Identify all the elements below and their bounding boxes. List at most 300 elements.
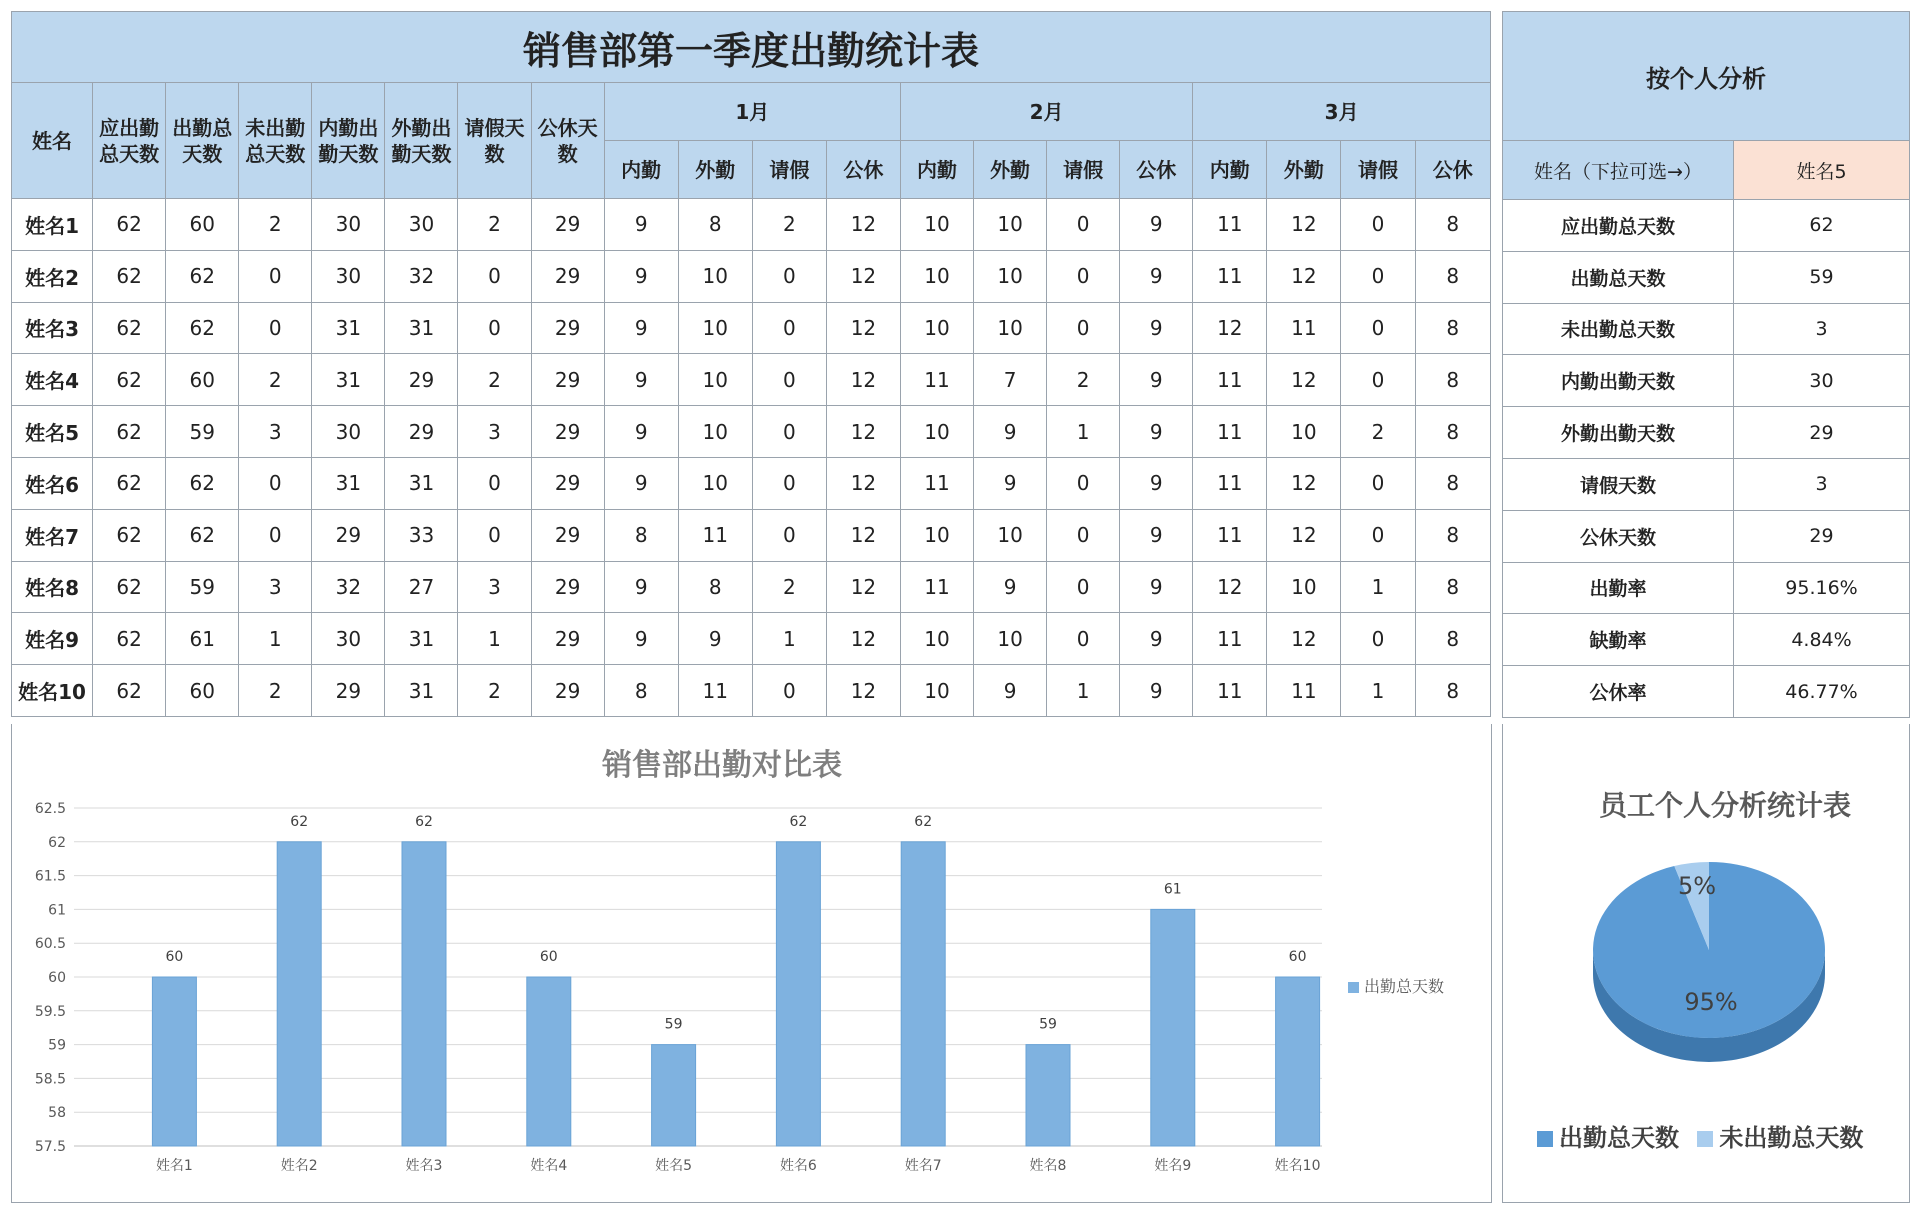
table-cell[interactable]: 11 xyxy=(1193,457,1267,509)
pie-chart-panel xyxy=(1502,724,1910,1203)
table-cell[interactable]: 0 xyxy=(1047,561,1120,613)
analysis-value: 3 xyxy=(1734,303,1910,355)
row-name-cell[interactable]: 姓名8 xyxy=(12,561,93,613)
analysis-row xyxy=(1503,200,1910,252)
table-cell[interactable]: 11 xyxy=(678,665,752,717)
table-row xyxy=(12,613,1491,665)
pie-chart-title: 员工个人分析统计表 xyxy=(1599,789,1852,822)
y-tick-label: 61.5 xyxy=(34,868,66,885)
table-cell[interactable]: 31 xyxy=(385,613,458,665)
table-cell[interactable]: 9 xyxy=(1120,509,1193,561)
table-cell[interactable]: 31 xyxy=(385,302,458,354)
table-cell[interactable]: 30 xyxy=(312,199,385,251)
bar xyxy=(402,842,446,1146)
table-cell[interactable]: 9 xyxy=(974,406,1047,458)
table-cell[interactable]: 9 xyxy=(974,457,1047,509)
table-cell[interactable]: 12 xyxy=(1267,354,1341,406)
y-tick-label: 58 xyxy=(48,1105,66,1122)
table-cell[interactable]: 0 xyxy=(752,250,826,302)
table-cell[interactable]: 0 xyxy=(1047,302,1120,354)
table-cell[interactable]: 29 xyxy=(531,199,604,251)
table-cell[interactable]: 27 xyxy=(385,561,458,613)
sub-header-leave: 请假 xyxy=(1047,141,1120,199)
header-leave-days: 请假天数 xyxy=(458,83,531,199)
table-cell[interactable]: 62 xyxy=(166,509,239,561)
table-cell[interactable]: 12 xyxy=(1267,613,1341,665)
analysis-value: 62 xyxy=(1734,200,1910,252)
analysis-value: 95.16% xyxy=(1734,562,1910,614)
table-cell[interactable]: 29 xyxy=(312,665,385,717)
table-cell[interactable]: 12 xyxy=(1267,250,1341,302)
name-select-dropdown[interactable]: 姓名5 xyxy=(1734,141,1910,200)
row-name-cell[interactable]: 姓名10 xyxy=(12,665,93,717)
table-cell[interactable]: 0 xyxy=(1341,250,1415,302)
x-tick-label: 姓名1 xyxy=(155,1158,193,1174)
analysis-table xyxy=(1502,11,1910,718)
analysis-row xyxy=(1503,303,1910,355)
table-cell[interactable]: 62 xyxy=(166,457,239,509)
table-cell[interactable]: 9 xyxy=(1120,250,1193,302)
analysis-value: 29 xyxy=(1734,407,1910,459)
data-label: 59 xyxy=(664,1016,683,1033)
table-cell[interactable]: 12 xyxy=(1267,509,1341,561)
table-cell[interactable]: 1 xyxy=(1047,665,1120,717)
table-cell[interactable]: 9 xyxy=(974,665,1047,717)
table-cell[interactable]: 9 xyxy=(604,250,678,302)
table-cell[interactable]: 1 xyxy=(239,613,312,665)
analysis-row xyxy=(1503,251,1910,303)
table-cell[interactable]: 12 xyxy=(1267,457,1341,509)
analysis-body xyxy=(1503,200,1910,718)
name-select-label: 姓名（下拉可选→） xyxy=(1503,141,1734,200)
header-month-1: 1月 xyxy=(604,83,900,141)
analysis-value: 4.84% xyxy=(1734,614,1910,666)
table-cell[interactable]: 8 xyxy=(1415,509,1491,561)
table-cell[interactable]: 0 xyxy=(1047,613,1120,665)
table-cell[interactable]: 11 xyxy=(1193,665,1267,717)
table-row xyxy=(12,302,1491,354)
table-cell[interactable]: 60 xyxy=(166,199,239,251)
table-cell[interactable]: 29 xyxy=(531,561,604,613)
table-cell[interactable]: 62 xyxy=(166,250,239,302)
row-name-cell[interactable]: 姓名5 xyxy=(12,406,93,458)
table-cell[interactable]: 8 xyxy=(678,561,752,613)
table-cell[interactable]: 10 xyxy=(678,354,752,406)
row-name-cell[interactable]: 姓名3 xyxy=(12,302,93,354)
x-tick-label: 姓名8 xyxy=(1029,1158,1067,1174)
bar xyxy=(152,977,196,1146)
table-cell[interactable]: 9 xyxy=(1120,561,1193,613)
table-cell[interactable]: 8 xyxy=(604,665,678,717)
table-row xyxy=(12,457,1491,509)
table-cell[interactable]: 0 xyxy=(458,250,531,302)
table-cell[interactable]: 0 xyxy=(458,302,531,354)
table-cell[interactable]: 0 xyxy=(1341,199,1415,251)
y-tick-label: 59 xyxy=(48,1037,66,1054)
table-cell[interactable]: 0 xyxy=(752,457,826,509)
attendance-table xyxy=(11,11,1491,717)
table-cell[interactable]: 8 xyxy=(678,199,752,251)
row-name-cell[interactable]: 姓名1 xyxy=(12,199,93,251)
table-cell[interactable]: 12 xyxy=(826,354,900,406)
table-cell[interactable]: 0 xyxy=(1341,354,1415,406)
table-cell[interactable]: 0 xyxy=(1341,509,1415,561)
table-cell[interactable]: 11 xyxy=(1267,665,1341,717)
y-tick-label: 59.5 xyxy=(34,1003,66,1020)
bar-chart-title: 销售部出勤对比表 xyxy=(602,748,842,783)
analysis-row xyxy=(1503,355,1910,407)
table-cell[interactable]: 3 xyxy=(458,561,531,613)
table-cell[interactable]: 9 xyxy=(1120,406,1193,458)
table-cell[interactable]: 31 xyxy=(312,302,385,354)
table-cell[interactable]: 9 xyxy=(974,561,1047,613)
x-tick-label: 姓名10 xyxy=(1274,1158,1321,1174)
table-cell[interactable]: 10 xyxy=(900,665,973,717)
table-cell[interactable]: 1 xyxy=(1047,406,1120,458)
table-row xyxy=(12,250,1491,302)
table-body xyxy=(12,199,1491,717)
table-cell[interactable]: 9 xyxy=(1120,199,1193,251)
table-cell[interactable]: 31 xyxy=(385,665,458,717)
attendance-table-container xyxy=(11,11,1491,717)
table-cell[interactable]: 0 xyxy=(1047,199,1120,251)
sub-header-outside: 外勤 xyxy=(1267,141,1341,199)
table-cell[interactable]: 62 xyxy=(93,613,166,665)
sub-header-leave: 请假 xyxy=(752,141,826,199)
table-cell[interactable]: 11 xyxy=(900,561,973,613)
table-cell[interactable]: 10 xyxy=(900,302,973,354)
analysis-value: 59 xyxy=(1734,251,1910,303)
table-cell[interactable]: 2 xyxy=(239,354,312,406)
table-cell[interactable]: 2 xyxy=(1341,406,1415,458)
table-cell[interactable]: 10 xyxy=(974,302,1047,354)
analysis-title: 按个人分析 xyxy=(1503,12,1910,141)
table-cell[interactable]: 9 xyxy=(604,613,678,665)
table-row xyxy=(12,199,1491,251)
table-cell[interactable]: 11 xyxy=(1193,354,1267,406)
table-cell[interactable]: 12 xyxy=(826,509,900,561)
table-cell[interactable]: 29 xyxy=(385,354,458,406)
table-cell[interactable]: 9 xyxy=(1120,457,1193,509)
analysis-value: 3 xyxy=(1734,458,1910,510)
row-name-cell[interactable]: 姓名2 xyxy=(12,250,93,302)
table-cell[interactable]: 0 xyxy=(752,302,826,354)
analysis-label: 未出勤总天数 xyxy=(1503,303,1734,355)
table-cell[interactable]: 2 xyxy=(752,199,826,251)
analysis-label: 内勤出勤天数 xyxy=(1503,355,1734,407)
table-cell[interactable]: 0 xyxy=(239,509,312,561)
analysis-label: 应出勤总天数 xyxy=(1503,200,1734,252)
table-cell[interactable]: 2 xyxy=(239,665,312,717)
table-cell[interactable]: 10 xyxy=(678,406,752,458)
table-cell[interactable]: 12 xyxy=(1267,199,1341,251)
bar-chart xyxy=(12,724,1491,1202)
table-cell[interactable]: 9 xyxy=(604,302,678,354)
table-cell[interactable]: 10 xyxy=(974,250,1047,302)
sub-header-leave: 请假 xyxy=(1341,141,1415,199)
table-cell[interactable]: 33 xyxy=(385,509,458,561)
table-cell[interactable]: 59 xyxy=(166,406,239,458)
table-cell[interactable]: 29 xyxy=(531,509,604,561)
bar-chart-panel xyxy=(11,724,1492,1203)
header-total-days: 出勤总天数 xyxy=(166,83,239,199)
table-cell[interactable]: 29 xyxy=(312,509,385,561)
table-cell[interactable]: 29 xyxy=(531,665,604,717)
table-cell[interactable]: 29 xyxy=(385,406,458,458)
table-cell[interactable]: 62 xyxy=(93,665,166,717)
table-cell[interactable]: 61 xyxy=(166,613,239,665)
legend-swatch xyxy=(1348,982,1359,993)
table-cell[interactable]: 30 xyxy=(312,613,385,665)
table-cell[interactable]: 0 xyxy=(1341,613,1415,665)
analysis-label: 公休天数 xyxy=(1503,510,1734,562)
table-cell[interactable]: 62 xyxy=(93,561,166,613)
table-cell[interactable]: 0 xyxy=(1341,302,1415,354)
table-cell[interactable]: 8 xyxy=(1415,406,1491,458)
table-cell[interactable]: 10 xyxy=(1267,406,1341,458)
header-inside-days: 内勤出勤天数 xyxy=(312,83,385,199)
table-cell[interactable]: 2 xyxy=(458,665,531,717)
header-month-3: 3月 xyxy=(1193,83,1491,141)
table-cell[interactable]: 11 xyxy=(1267,302,1341,354)
analysis-label: 请假天数 xyxy=(1503,458,1734,510)
table-cell[interactable]: 29 xyxy=(531,302,604,354)
y-tick-label: 62.5 xyxy=(34,801,66,817)
data-label: 59 xyxy=(1039,1016,1057,1033)
table-cell[interactable]: 9 xyxy=(604,406,678,458)
table-cell[interactable]: 8 xyxy=(604,509,678,561)
table-cell[interactable]: 11 xyxy=(900,354,973,406)
bar xyxy=(1026,1045,1070,1146)
table-cell[interactable]: 0 xyxy=(752,665,826,717)
table-cell[interactable]: 9 xyxy=(678,613,752,665)
data-label: 62 xyxy=(290,813,309,830)
bar xyxy=(277,842,321,1146)
table-cell[interactable]: 31 xyxy=(312,457,385,509)
table-cell[interactable]: 10 xyxy=(678,457,752,509)
table-cell[interactable]: 1 xyxy=(458,613,531,665)
table-cell[interactable]: 10 xyxy=(678,302,752,354)
table-cell[interactable]: 11 xyxy=(1193,406,1267,458)
table-cell[interactable]: 12 xyxy=(826,199,900,251)
table-cell[interactable]: 29 xyxy=(531,354,604,406)
table-cell[interactable]: 9 xyxy=(1120,354,1193,406)
table-cell[interactable]: 2 xyxy=(458,199,531,251)
table-cell[interactable]: 3 xyxy=(239,406,312,458)
table-cell[interactable]: 11 xyxy=(1193,199,1267,251)
table-cell[interactable]: 0 xyxy=(752,509,826,561)
table-cell[interactable]: 10 xyxy=(900,406,973,458)
table-cell[interactable]: 12 xyxy=(826,665,900,717)
table-cell[interactable]: 10 xyxy=(900,509,973,561)
table-cell[interactable]: 8 xyxy=(1415,302,1491,354)
analysis-value: 46.77% xyxy=(1734,666,1910,718)
table-cell[interactable]: 10 xyxy=(900,613,973,665)
table-cell[interactable]: 29 xyxy=(531,457,604,509)
table-cell[interactable]: 8 xyxy=(1415,665,1491,717)
x-tick-label: 姓名5 xyxy=(655,1158,693,1174)
sub-header-inside: 内勤 xyxy=(604,141,678,199)
table-cell[interactable]: 2 xyxy=(239,199,312,251)
header-outside-days: 外勤出勤天数 xyxy=(385,83,458,199)
table-cell[interactable]: 9 xyxy=(604,457,678,509)
header-holiday-days: 公休天数 xyxy=(531,83,604,199)
header-month-2: 2月 xyxy=(900,83,1192,141)
table-row xyxy=(12,509,1491,561)
table-cell[interactable]: 10 xyxy=(1267,561,1341,613)
table-cell[interactable]: 62 xyxy=(93,354,166,406)
table-cell[interactable]: 30 xyxy=(385,199,458,251)
table-cell[interactable]: 9 xyxy=(1120,613,1193,665)
table-cell[interactable]: 0 xyxy=(239,250,312,302)
row-name-cell[interactable]: 姓名7 xyxy=(12,509,93,561)
data-label: 60 xyxy=(165,949,184,965)
table-cell[interactable]: 59 xyxy=(166,561,239,613)
table-cell[interactable]: 12 xyxy=(826,302,900,354)
table-cell[interactable]: 31 xyxy=(385,457,458,509)
table-cell[interactable]: 2 xyxy=(752,561,826,613)
table-cell[interactable]: 62 xyxy=(166,302,239,354)
table-cell[interactable]: 8 xyxy=(1415,613,1491,665)
table-cell[interactable]: 3 xyxy=(239,561,312,613)
sheet-title: 销售部第一季度出勤统计表 xyxy=(12,12,1491,83)
analysis-row xyxy=(1503,407,1910,459)
legend-label-absent: 未出勤总天数 xyxy=(1719,1124,1864,1152)
table-cell[interactable]: 62 xyxy=(93,199,166,251)
table-cell[interactable]: 0 xyxy=(1047,457,1120,509)
table-cell[interactable]: 8 xyxy=(1415,561,1491,613)
bar xyxy=(652,1045,696,1146)
table-cell[interactable]: 30 xyxy=(312,406,385,458)
table-cell[interactable]: 10 xyxy=(974,613,1047,665)
table-cell[interactable]: 29 xyxy=(531,613,604,665)
table-cell[interactable]: 60 xyxy=(166,354,239,406)
table-cell[interactable]: 12 xyxy=(826,561,900,613)
table-cell[interactable]: 62 xyxy=(93,509,166,561)
data-label: 62 xyxy=(789,813,808,830)
x-tick-label: 姓名3 xyxy=(405,1158,443,1174)
table-cell[interactable]: 1 xyxy=(752,613,826,665)
table-cell[interactable]: 0 xyxy=(1341,457,1415,509)
y-tick-label: 60 xyxy=(48,970,66,986)
table-cell[interactable]: 10 xyxy=(974,509,1047,561)
table-cell[interactable]: 0 xyxy=(1047,509,1120,561)
table-cell[interactable]: 9 xyxy=(1120,665,1193,717)
table-cell[interactable]: 32 xyxy=(312,561,385,613)
bar xyxy=(1276,977,1320,1146)
table-cell[interactable]: 12 xyxy=(826,457,900,509)
analysis-label: 公休率 xyxy=(1503,666,1734,718)
table-cell[interactable]: 0 xyxy=(458,457,531,509)
analysis-label: 外勤出勤天数 xyxy=(1503,407,1734,459)
table-cell[interactable]: 0 xyxy=(239,457,312,509)
table-cell[interactable]: 29 xyxy=(531,406,604,458)
sub-header-inside: 内勤 xyxy=(1193,141,1267,199)
row-name-cell[interactable]: 姓名4 xyxy=(12,354,93,406)
table-cell[interactable]: 9 xyxy=(1120,302,1193,354)
table-cell[interactable]: 9 xyxy=(604,199,678,251)
table-cell[interactable]: 8 xyxy=(1415,457,1491,509)
table-cell[interactable]: 8 xyxy=(1415,250,1491,302)
table-cell[interactable]: 11 xyxy=(1193,509,1267,561)
table-cell[interactable]: 62 xyxy=(93,406,166,458)
bar-chart-legend xyxy=(1348,974,1444,997)
table-cell[interactable]: 0 xyxy=(752,406,826,458)
table-cell[interactable]: 8 xyxy=(1415,354,1491,406)
table-cell[interactable]: 12 xyxy=(826,406,900,458)
analysis-label: 缺勤率 xyxy=(1503,614,1734,666)
table-cell[interactable]: 3 xyxy=(458,406,531,458)
table-cell[interactable]: 12 xyxy=(1193,561,1267,613)
table-cell[interactable]: 0 xyxy=(752,354,826,406)
table-cell[interactable]: 2 xyxy=(458,354,531,406)
analysis-row xyxy=(1503,510,1910,562)
x-tick-label: 姓名4 xyxy=(530,1158,568,1174)
row-name-cell[interactable]: 姓名6 xyxy=(12,457,93,509)
table-cell[interactable]: 12 xyxy=(1193,302,1267,354)
table-cell[interactable]: 12 xyxy=(826,250,900,302)
x-tick-label: 姓名7 xyxy=(904,1158,942,1174)
table-cell[interactable]: 62 xyxy=(93,302,166,354)
sub-header-holiday: 公休 xyxy=(1415,141,1491,199)
pie-data-label: 95% xyxy=(1684,988,1738,1016)
table-cell[interactable]: 29 xyxy=(531,250,604,302)
table-cell[interactable]: 31 xyxy=(312,354,385,406)
table-cell[interactable]: 0 xyxy=(458,509,531,561)
table-cell[interactable]: 9 xyxy=(604,561,678,613)
table-cell[interactable]: 62 xyxy=(93,250,166,302)
table-cell[interactable]: 11 xyxy=(1193,613,1267,665)
table-cell[interactable]: 60 xyxy=(166,665,239,717)
table-cell[interactable]: 30 xyxy=(312,250,385,302)
analysis-row xyxy=(1503,458,1910,510)
header-should-days: 应出勤总天数 xyxy=(93,83,166,199)
legend-label: 出勤总天数 xyxy=(1364,977,1445,996)
legend-label-attended: 出勤总天数 xyxy=(1559,1124,1679,1152)
table-row xyxy=(12,561,1491,613)
table-cell[interactable]: 0 xyxy=(239,302,312,354)
table-cell[interactable]: 12 xyxy=(826,613,900,665)
table-cell[interactable]: 2 xyxy=(1047,354,1120,406)
pie-data-label: 5% xyxy=(1677,872,1717,900)
x-tick-label: 姓名2 xyxy=(280,1158,318,1174)
bar xyxy=(1151,909,1195,1146)
table-cell[interactable]: 9 xyxy=(604,354,678,406)
bar xyxy=(901,842,945,1146)
table-cell[interactable]: 10 xyxy=(900,250,973,302)
table-cell[interactable]: 8 xyxy=(1415,199,1491,251)
legend-swatch-attended xyxy=(1537,1131,1553,1147)
table-cell[interactable]: 10 xyxy=(974,199,1047,251)
table-row xyxy=(12,665,1491,717)
table-cell[interactable]: 62 xyxy=(93,457,166,509)
bar xyxy=(527,977,571,1146)
table-cell[interactable]: 1 xyxy=(1341,665,1415,717)
table-cell[interactable]: 10 xyxy=(678,250,752,302)
table-cell[interactable]: 1 xyxy=(1341,561,1415,613)
table-cell[interactable]: 10 xyxy=(900,199,973,251)
row-name-cell[interactable]: 姓名9 xyxy=(12,613,93,665)
table-cell[interactable]: 11 xyxy=(900,457,973,509)
table-cell[interactable]: 11 xyxy=(1193,250,1267,302)
table-cell[interactable]: 11 xyxy=(678,509,752,561)
sub-header-outside: 外勤 xyxy=(974,141,1047,199)
table-cell[interactable]: 0 xyxy=(1047,250,1120,302)
analysis-value: 29 xyxy=(1734,510,1910,562)
table-cell[interactable]: 32 xyxy=(385,250,458,302)
header-absent-days: 未出勤总天数 xyxy=(239,83,312,199)
table-cell[interactable]: 7 xyxy=(974,354,1047,406)
